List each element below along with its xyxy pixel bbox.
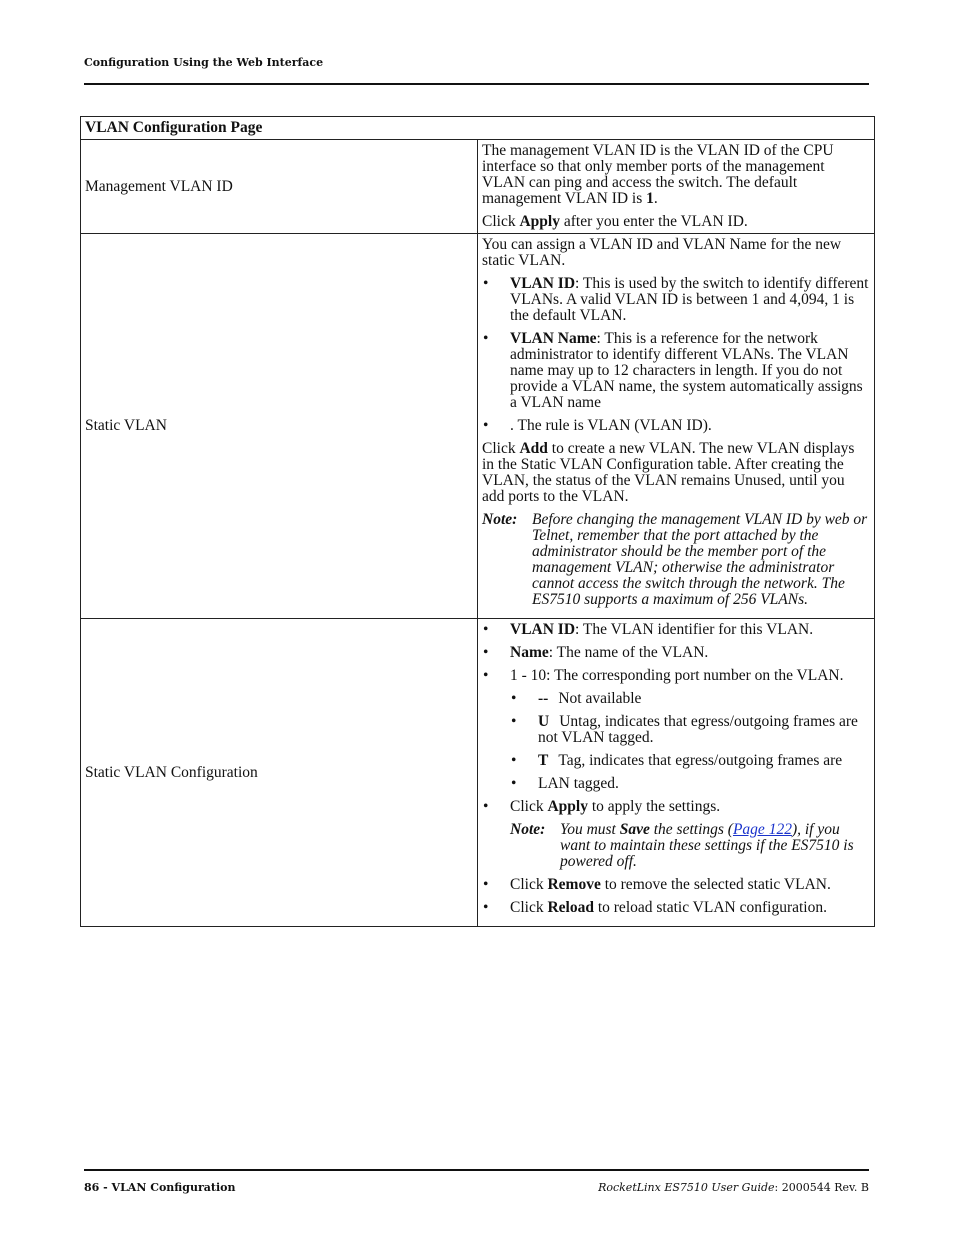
term: Name (510, 644, 549, 661)
term: -- (538, 690, 549, 707)
row-label-management-vlan: Management VLAN ID (81, 140, 478, 234)
list-item (510, 714, 870, 746)
list-item (482, 276, 870, 324)
text: to create a new VLAN. The new VLAN displays in the Static VLAN Configuration table. After creating the VLAN, the status of the VLAN remains Unused, until you add ports to the VLAN. (482, 440, 855, 505)
text: Click (510, 876, 548, 893)
row-desc-management-vlan (478, 140, 875, 234)
text: Click (482, 213, 520, 230)
paragraph (482, 441, 870, 505)
text: after you enter the VLAN ID. (559, 213, 748, 230)
text: to remove the selected static VLAN. (600, 876, 831, 893)
bullet-list (482, 622, 870, 815)
list-item (510, 753, 870, 769)
text: The management VLAN ID is the VLAN ID of the CPU interface so that only member ports of the management VLAN can ping and access the switch. The default management VLAN ID is (482, 142, 834, 207)
text: to reload static VLAN configuration. (593, 899, 827, 916)
text: . (653, 190, 658, 207)
footer-page-number: 86 - VLAN Configuration (84, 1181, 236, 1194)
term: VLAN Name (510, 330, 597, 347)
bullet-list (482, 276, 870, 434)
reload-term: Reload (547, 899, 594, 916)
table-title: VLAN Configuration Page (81, 117, 875, 140)
list-item (482, 622, 870, 638)
text: Tag, indicates that egress/outgoing frames are (558, 752, 843, 769)
list-item (482, 900, 870, 916)
note (482, 512, 870, 608)
doc-title: RocketLinx ES7510 User Guide (598, 1181, 775, 1194)
note-label: Note: (510, 821, 546, 838)
footer-doc-title (598, 1181, 869, 1194)
list-item (482, 799, 870, 815)
vlan-config-table (80, 116, 875, 927)
text: Click (510, 798, 548, 815)
list-item (482, 668, 870, 792)
row-label-static-vlan-configuration: Static VLAN Configuration (81, 619, 478, 927)
term: VLAN ID (510, 275, 576, 292)
sub-bullet-list (510, 691, 870, 792)
running-header: Configuration Using the Web Interface (84, 56, 324, 69)
text: Not available (558, 690, 642, 707)
list-item (482, 877, 870, 893)
doc-revision: : 2000544 Rev. B (774, 1181, 869, 1194)
text: : The VLAN identifier for this VLAN. (575, 621, 814, 638)
page-link[interactable]: Page 122 (732, 821, 792, 838)
text: : This is used by the switch to identify different VLANs. A valid VLAN ID is between 1 and 4,094, 1 is the default VLAN. (510, 275, 869, 324)
text: Click (482, 440, 520, 457)
paragraph (482, 143, 870, 207)
text: Untag, indicates that egress/outgoing frames are not VLAN tagged. (538, 713, 858, 746)
remove-term: Remove (547, 876, 601, 893)
list-item (482, 331, 870, 411)
save-term: Save (619, 821, 650, 838)
note-text: Before changing the management VLAN ID by web or Telnet, remember that the port attached by the administrator should be the member port of the management VLAN; otherwise the administrator cannot access the switch through the network. The ES7510 supports a maximum of 256 VLANs. (532, 511, 868, 608)
paragraph: You can assign a VLAN ID and VLAN Name for the new static VLAN. (482, 236, 842, 269)
text: : This is a reference for the network administrator to identify different VLANs. The VLAN name may up to 12 characters in length. If you do not provide a VLAN name, the system automatically assigns a VLAN name (510, 330, 863, 411)
list-item (510, 691, 870, 707)
text: You must (560, 821, 620, 838)
row-label-static-vlan: Static VLAN (81, 234, 478, 619)
apply-term: Apply (547, 798, 588, 815)
term: T (538, 752, 549, 769)
table-row-static-vlan-configuration (81, 619, 875, 927)
list-item (482, 645, 870, 661)
text: to apply the settings. (587, 798, 721, 815)
table-row-management-vlan (81, 140, 875, 234)
header-rule (84, 83, 869, 85)
term: U (538, 713, 550, 730)
apply-term: Apply (519, 213, 560, 230)
table-title-row (81, 117, 875, 140)
list-item: • . The rule is VLAN (VLAN ID). (482, 418, 870, 434)
footer-rule (84, 1169, 869, 1171)
row-desc-static-vlan (478, 234, 875, 619)
add-term: Add (519, 440, 548, 457)
text: the settings ( (649, 821, 733, 838)
default-value: 1 (646, 190, 654, 207)
list-item: • LAN tagged. (510, 776, 870, 792)
table-row-static-vlan (81, 234, 875, 619)
text: 1 - 10: The corresponding port number on the VLAN. (510, 667, 844, 684)
term: VLAN ID (510, 621, 576, 638)
row-desc-static-vlan-configuration (478, 619, 875, 927)
note (510, 822, 870, 870)
text: ), if you want to maintain these settings if the ES7510 is powered off. (560, 821, 854, 870)
paragraph (482, 214, 870, 230)
bullet-list (482, 877, 870, 916)
note-label: Note: (482, 511, 518, 528)
note-text (560, 822, 870, 870)
text: Click (510, 899, 548, 916)
text: : The name of the VLAN. (548, 644, 709, 661)
